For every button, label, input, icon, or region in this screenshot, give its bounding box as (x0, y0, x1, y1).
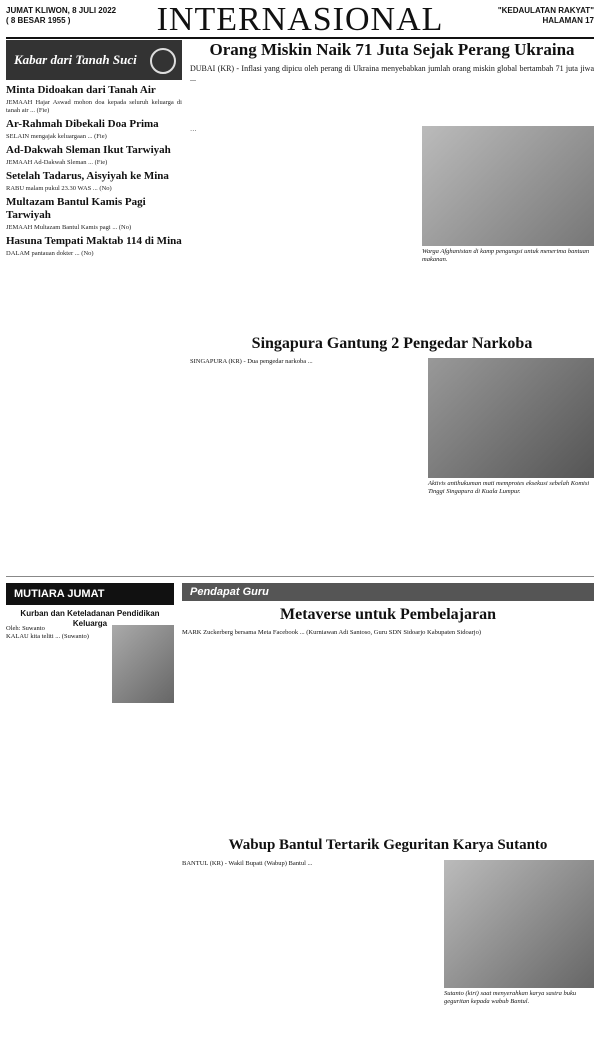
sidebar (6, 40, 182, 576)
lead-title: Orang Miskin Naik 71 Juta Sejak Perang Ukraina (209, 40, 575, 59)
mosque-icon (150, 48, 176, 74)
mid-rule (6, 576, 594, 577)
lead-photo (422, 126, 594, 246)
pendapat-section (182, 583, 594, 833)
sidebar-item (6, 196, 182, 232)
date-line-2: ( 8 BESAR 1955 ) (6, 16, 71, 25)
paper-block (474, 6, 594, 26)
lead-article (190, 40, 594, 332)
mutiara-body (6, 625, 174, 1043)
page-number: HALAMAN 17 (542, 16, 594, 25)
lead-columns (190, 126, 594, 332)
sidebar-item (6, 144, 182, 167)
sidebar-header-title: Kabar dari Tanah Suci (14, 52, 137, 67)
sidebar-item (6, 170, 182, 193)
sidebar-item-body: RABU malam pukul 23.30 WAS ... (No) (6, 185, 112, 192)
pendapat-band (182, 583, 594, 601)
author-photo (112, 625, 174, 703)
sidebar-item-title: Hasuna Tempati Maktab 114 di Mina (6, 235, 182, 247)
masthead-rule (6, 37, 594, 39)
second-body: SINGAPURA (KR) - Dua pengedar narkoba ... (190, 358, 313, 365)
second-photo (428, 358, 594, 478)
sidebar-item (6, 235, 182, 258)
second-title: Singapura Gantung 2 Pengedar Narkoba (251, 335, 533, 352)
wabup-caption: Sutanto (kiri) saat menyerahkan karya sastra buku geguritan kepada wabub Bantul. (444, 990, 577, 1005)
second-caption: Aktivis antihukuman mati memprotes eksekusi sebelah Komisi Tinggi Singapura di Kuala Lumpur. (428, 480, 590, 495)
second-article (190, 334, 594, 578)
mutiara-section (6, 583, 174, 1043)
wabup-article (182, 836, 594, 1044)
sidebar-item-title: Ar-Rahmah Dibekali Doa Prima (6, 118, 159, 130)
author-label: Oleh: Suwanto (6, 625, 45, 632)
sidebar-items (6, 84, 182, 572)
sidebar-item-title: Setelah Tadarus, Aisyiyah ke Mina (6, 170, 169, 182)
pendapat-body: MARK Zuckerberg bersama Meta Facebook ... (Kurniawan Adi Santoso, Guru SDN Sidoarjo Kabupaten Sidoarjo) (182, 629, 481, 636)
sidebar-item-body: JEMAAH Ad-Dakwah Sleman ... (Fie) (6, 159, 108, 166)
sidebar-item-body: SELAIN mengajak keluargaan ... (Fie) (6, 133, 107, 140)
sidebar-item-title: Minta Didoakan dari Tanah Air (6, 84, 156, 96)
masthead (6, 1, 594, 38)
section-title: INTERNASIONAL (156, 1, 444, 38)
sidebar-item (6, 118, 182, 141)
wabup-body: BANTUL (KR) - Wakil Bupati (Wabup) Bantul ... (182, 860, 313, 867)
lead-lede: DUBAI (KR) - Inflasi yang dipicu oleh perang di Ukraina menyebabkan jumlah orang miskin global bertambah 71 juta jiwa ... (190, 64, 594, 83)
mutiara-title: Kurban dan Keteladanan Pendidikan Keluarga (20, 609, 160, 628)
sidebar-header (6, 40, 182, 80)
sidebar-item-body: JEMAAH Multazam Bantul Kamis pagi ... (No) (6, 224, 132, 231)
mutiara-text: KALAU kita teliti ... (Suwanto) (6, 633, 89, 640)
sidebar-item-title: Ad-Dakwah Sleman Ikut Tarwiyah (6, 144, 171, 156)
wabup-title: Wabup Bantul Tertarik Geguritan Karya Sutanto (228, 837, 548, 853)
sidebar-item-body: DALAM pantauan dokter ... (No) (6, 250, 94, 257)
lead-caption: Warga Afghanistan di kamp pengungsi untuk menerima bantuan makanan. (422, 248, 590, 263)
sidebar-item-body: JEMAAH Hajar Aswad mohon doa kepada seluruh keluarga di tanah air ... (Fie) (6, 99, 182, 114)
mutiara-band (6, 583, 174, 605)
date-block (6, 6, 126, 26)
paper-name: "KEDAULATAN RAKYAT" (497, 6, 594, 15)
date-line: JUMAT KLIWON, 8 JULI 2022 (6, 6, 117, 15)
pendapat-band-title: Pendapat Guru (190, 586, 269, 598)
sidebar-item-title: Multazam Bantul Kamis Pagi Tarwiyah (6, 196, 146, 221)
mutiara-band-title: MUTIARA JUMAT (14, 588, 105, 600)
pendapat-title: Metaverse untuk Pembelajaran (280, 606, 496, 623)
wabup-photo (444, 860, 594, 988)
lead-body: … (190, 126, 197, 133)
sidebar-item (6, 84, 182, 115)
